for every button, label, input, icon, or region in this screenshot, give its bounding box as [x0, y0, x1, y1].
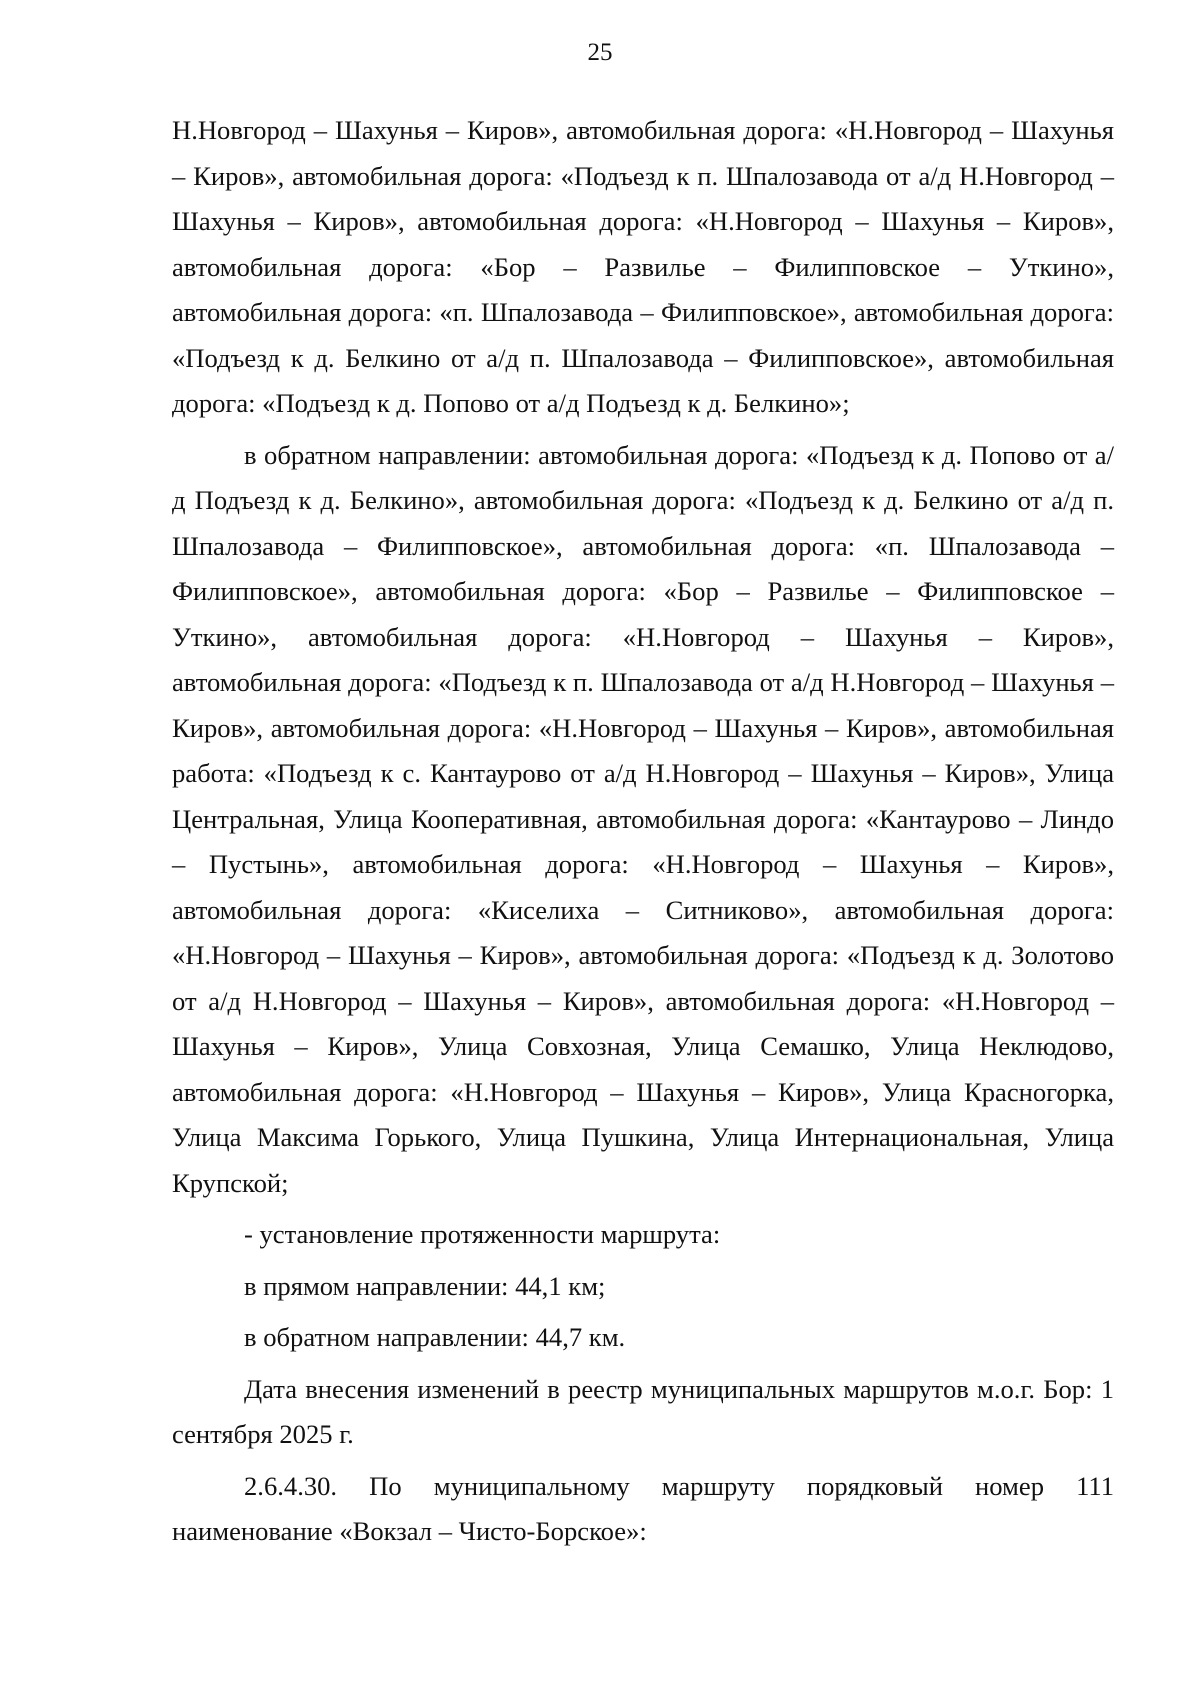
document-body	[172, 108, 1114, 1555]
paragraph-reverse-length: в обратном направлении: 44,7 км.	[244, 1322, 626, 1352]
paragraph-section-heading: 2.6.4.30. По муниципальному маршруту порядковый номер 111 наименование «Вокзал – Чисто-Борское»:	[172, 1470, 1114, 1546]
paragraph-forward-length: в прямом направлении: 44,1 км;	[244, 1270, 606, 1301]
paragraph-reverse-direction: в обратном направлении: автомобильная дорога: «Подъезд к д. Попово от а/д Подъезд к д. Белкино», автомобильная дорога: «Подъезд к д. Белкино от а/д п. Шпалозавода – Филипповское», автомобильная дорога: «п. Шпалозавода – Филипповское», автомобильная дорога: «Бор – Развилье – Филипповское – Уткино», автомобильная дорога: «Н.Новгород – Шахунья – Киров», автомобильная дорога: «Подъезд к п. Шпалозавода от а/д Н.Новгород – Шахунья – Киров», автомобильная дорога: «Н.Новгород – Шахунья – Киров», автомобильная работа: «Подъезд к с. Кантаурово от а/д Н.Новгород – Шахунья – Киров», Улица Центральная, Улица Кооперативная, автомобильная дорога: «Кантаурово – Линдо – Пустынь», автомобильная дорога: «Н.Новгород – Шахунья – Киров», автомобильная дорога: «Киселиха – Ситниково», автомобильная дорога: «Н.Новгород – Шахунья – Киров», автомобильная дорога: «Подъезд к д. Золотово от а/д Н.Новгород – Шахунья – Киров», автомобильная дорога: «Н.Новгород – Шахунья – Киров», Улица Совхозная, Улица Семашко, Улица Неклюдово, автомобильная дорога: «Н.Новгород – Шахунья – Киров», Улица Красногорка, Улица Максима Горького, Улица Пушкина, Улица Интернациональная, Улица Крупской;	[172, 439, 1114, 1198]
paragraph-registry-date: Дата внесения изменений в реестр муниципальных маршрутов м.о.г. Бор: 1 сентября 2025 г.	[172, 1373, 1114, 1449]
paragraph-route-continuation: Н.Новгород – Шахунья – Киров», автомобильная дорога: «Н.Новгород – Шахунья – Киров», автомобильная дорога: «Подъезд к п. Шпалозавода от а/д Н.Новгород – Шахунья – Киров», автомобильная дорога: «Н.Новгород – Шахунья – Киров», автомобильная дорога: «Бор – Развилье – Филипповское – Уткино», автомобильная дорога: «п. Шпалозавода – Филипповское», автомобильная дорога: «Подъезд к д. Белкино от а/д п. Шпалозавода – Филипповское», автомобильная дорога: «Подъезд к д. Попово от а/д Подъезд к д. Белкино»;	[172, 115, 1114, 418]
page-number: 25	[587, 39, 613, 66]
paragraph-route-length-heading: - установление протяженности маршрута:	[244, 1219, 721, 1249]
